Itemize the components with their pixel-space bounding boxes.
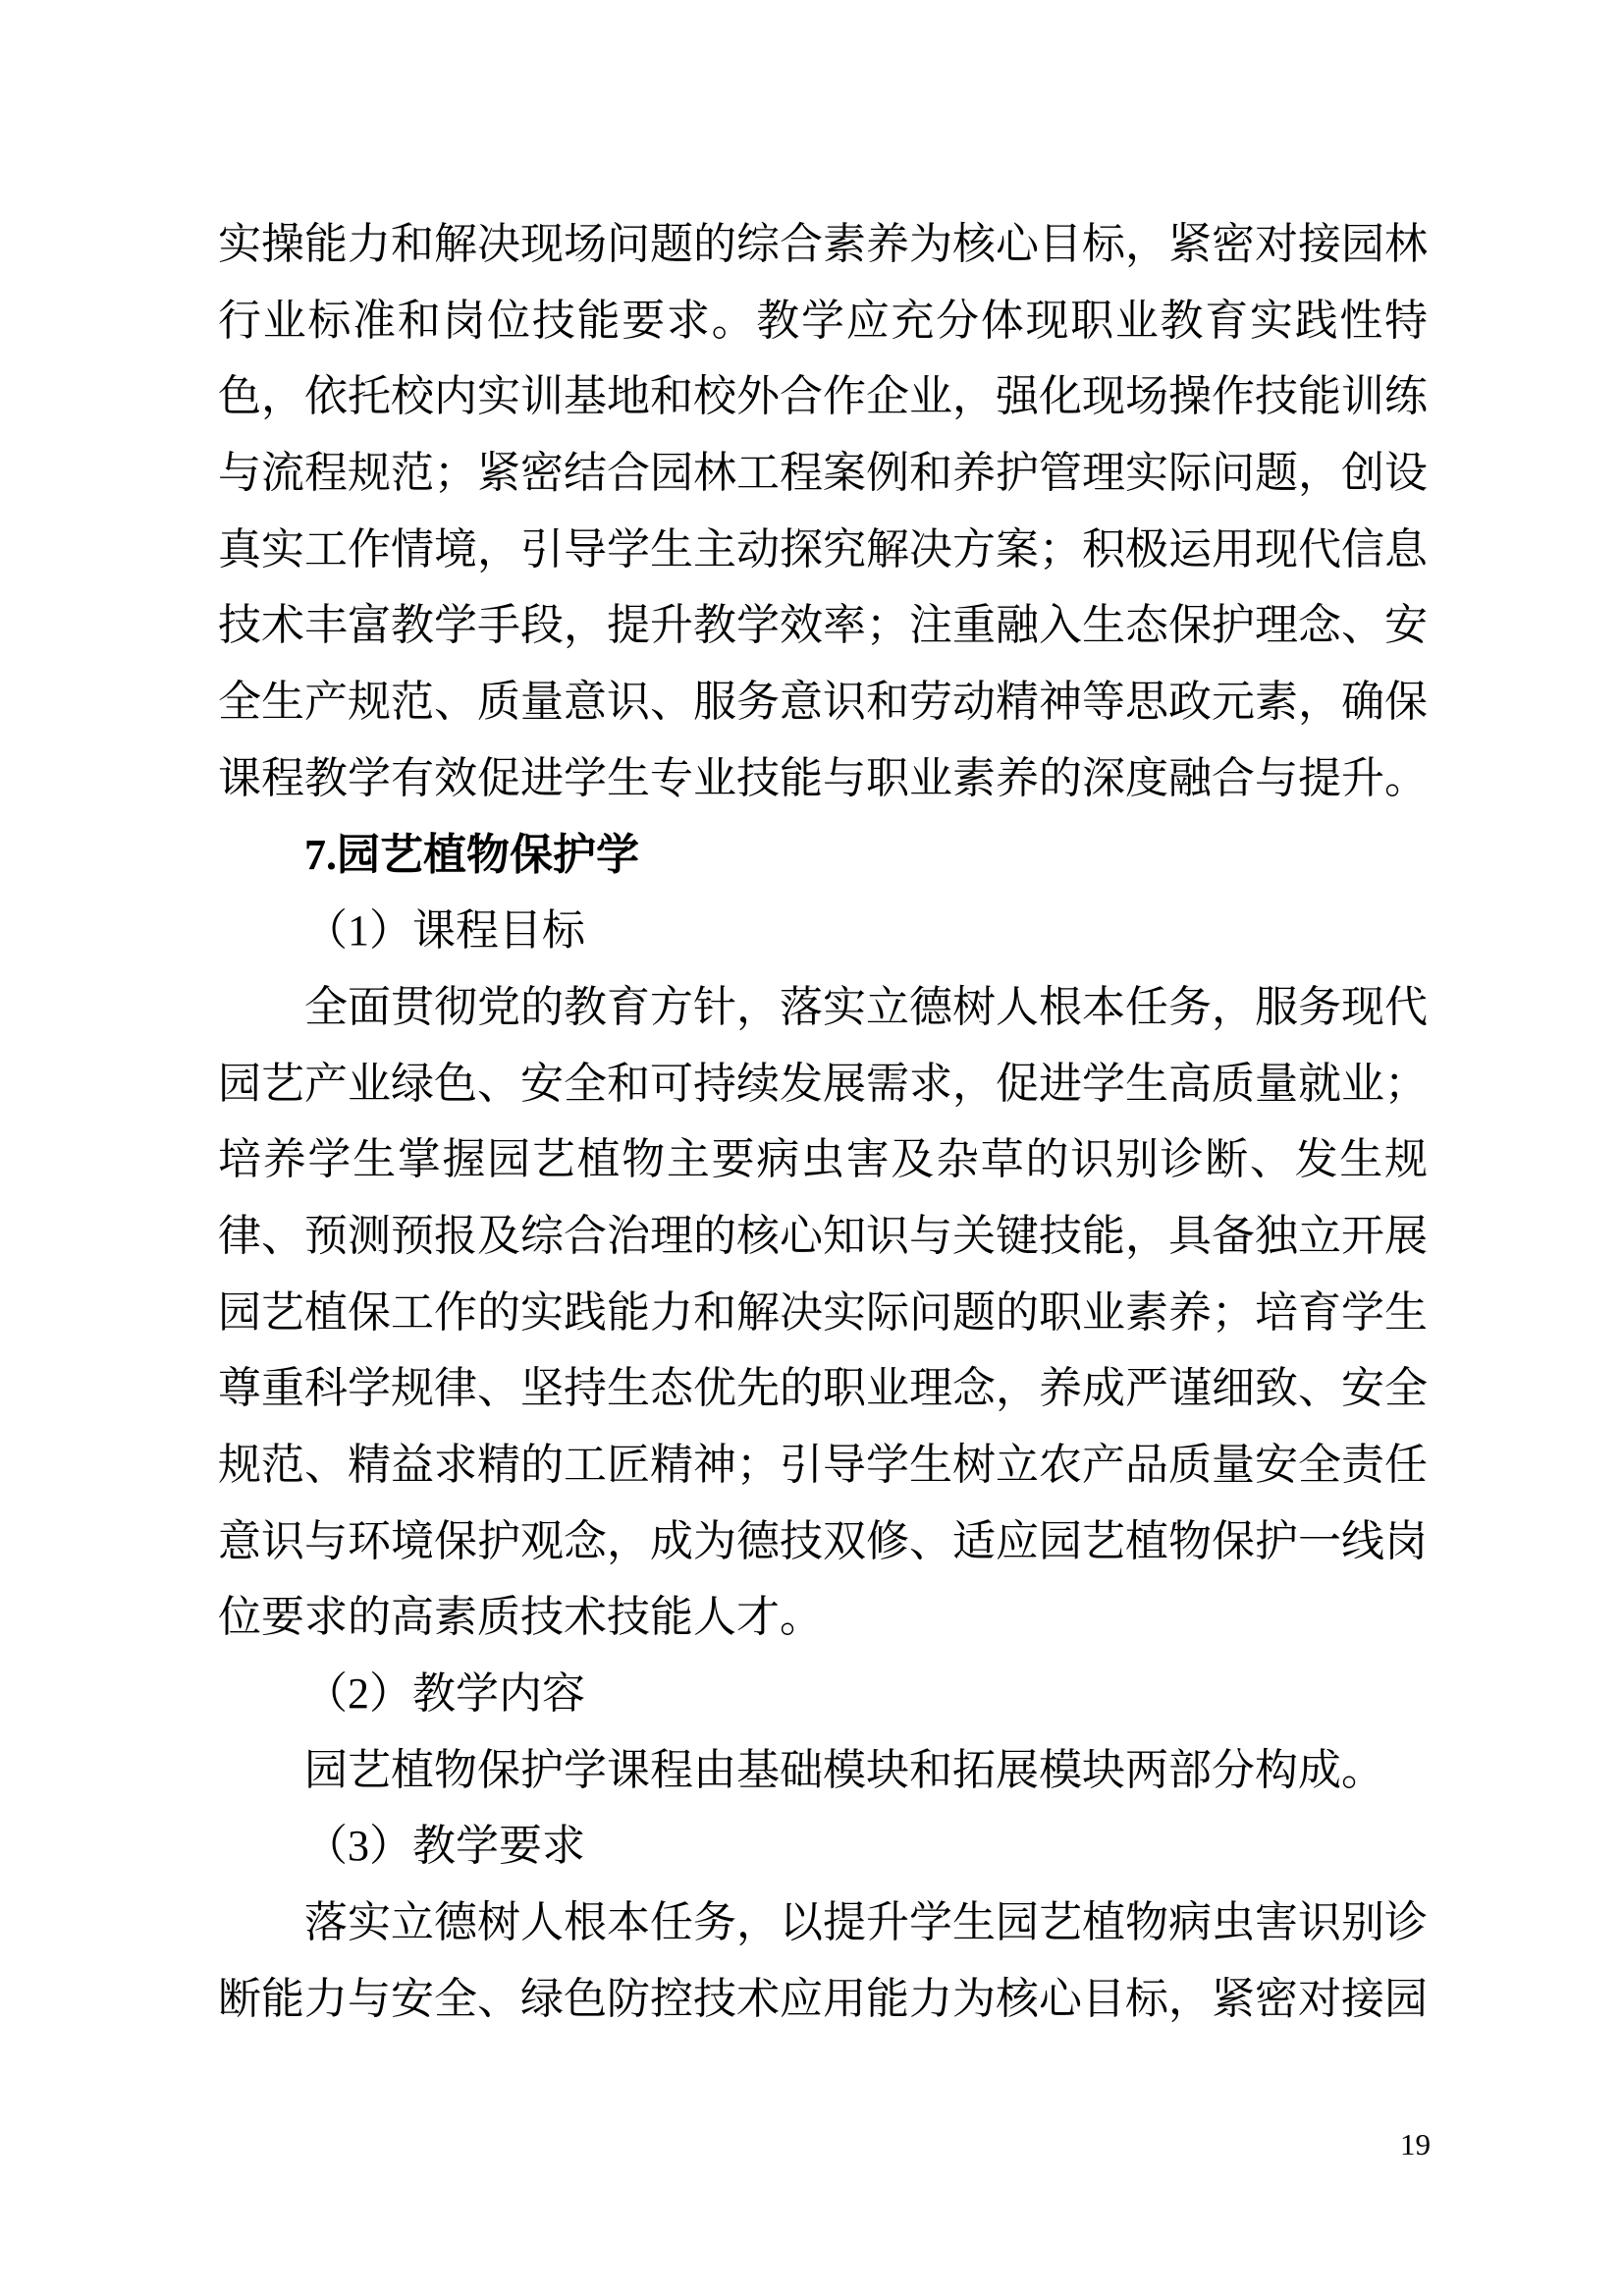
text-line: 全生产规范、质量意识、服务意识和劳动精神等思政元素，确保 <box>218 678 1428 727</box>
text-line: 与流程规范；紧密结合园林工程案例和养护管理实际问题，创设 <box>218 449 1428 498</box>
text-line: 课程教学有效促进学生专业技能与职业素养的深度融合与提升。 <box>218 753 1428 802</box>
text-line: （3）教学要求 <box>304 1822 585 1871</box>
text-line: 断能力与安全、绿色防控技术应用能力为核心目标，紧密对接园 <box>218 1974 1428 2023</box>
text-line: （1）课程目标 <box>304 906 585 956</box>
text-line: 尊重科学规律、坚持生态优先的职业理念，养成严谨细致、安全 <box>218 1364 1428 1413</box>
text-line: 落实立德树人根本任务，以提升学生园艺植物病虫害识别诊 <box>304 1898 1428 1947</box>
text-line: 规范、精益求精的工匠精神；引导学生树立农产品质量安全责任 <box>218 1441 1428 1489</box>
text-line: 实操能力和解决现场问题的综合素养为核心目标，紧密对接园林 <box>218 220 1428 268</box>
text-line: 培养学生掌握园艺植物主要病虫害及杂草的识别诊断、发生规 <box>218 1135 1428 1184</box>
text-line: 行业标准和岗位技能要求。教学应充分体现职业教育实践性特 <box>218 296 1428 345</box>
text-line: 律、预测预报及综合治理的核心知识与关键技能，具备独立开展 <box>218 1211 1428 1260</box>
text-line: 技术丰富教学手段，提升教学效率；注重融入生态保护理念、安 <box>218 601 1428 650</box>
page-number: 19 <box>1400 2127 1431 2161</box>
text-line: 色，依托校内实训基地和校外合作企业，强化现场操作技能训练 <box>218 372 1428 421</box>
text-line: 全面贯彻党的教育方针，落实立德树人根本任务，服务现代 <box>304 982 1428 1031</box>
document-body <box>218 206 1428 2038</box>
text-line: 园艺植物保护学课程由基础模块和拓展模块两部分构成。 <box>304 1745 1384 1794</box>
text-line: 园艺产业绿色、安全和可持续发展需求，促进学生高质量就业； <box>218 1059 1428 1108</box>
text-line: 真实工作情境，引导学生主动探究解决方案；积极运用现代信息 <box>218 524 1428 574</box>
text-line: 园艺植保工作的实践能力和解决实际问题的职业素养；培育学生 <box>218 1287 1428 1337</box>
text-line: （2）教学内容 <box>304 1669 585 1719</box>
text-line: 7.园艺植物保护学 <box>304 830 639 879</box>
text-line: 位要求的高素质技术技能人才。 <box>218 1593 823 1642</box>
text-line: 意识与环境保护观念，成为德技双修、适应园艺植物保护一线岗 <box>218 1516 1428 1565</box>
